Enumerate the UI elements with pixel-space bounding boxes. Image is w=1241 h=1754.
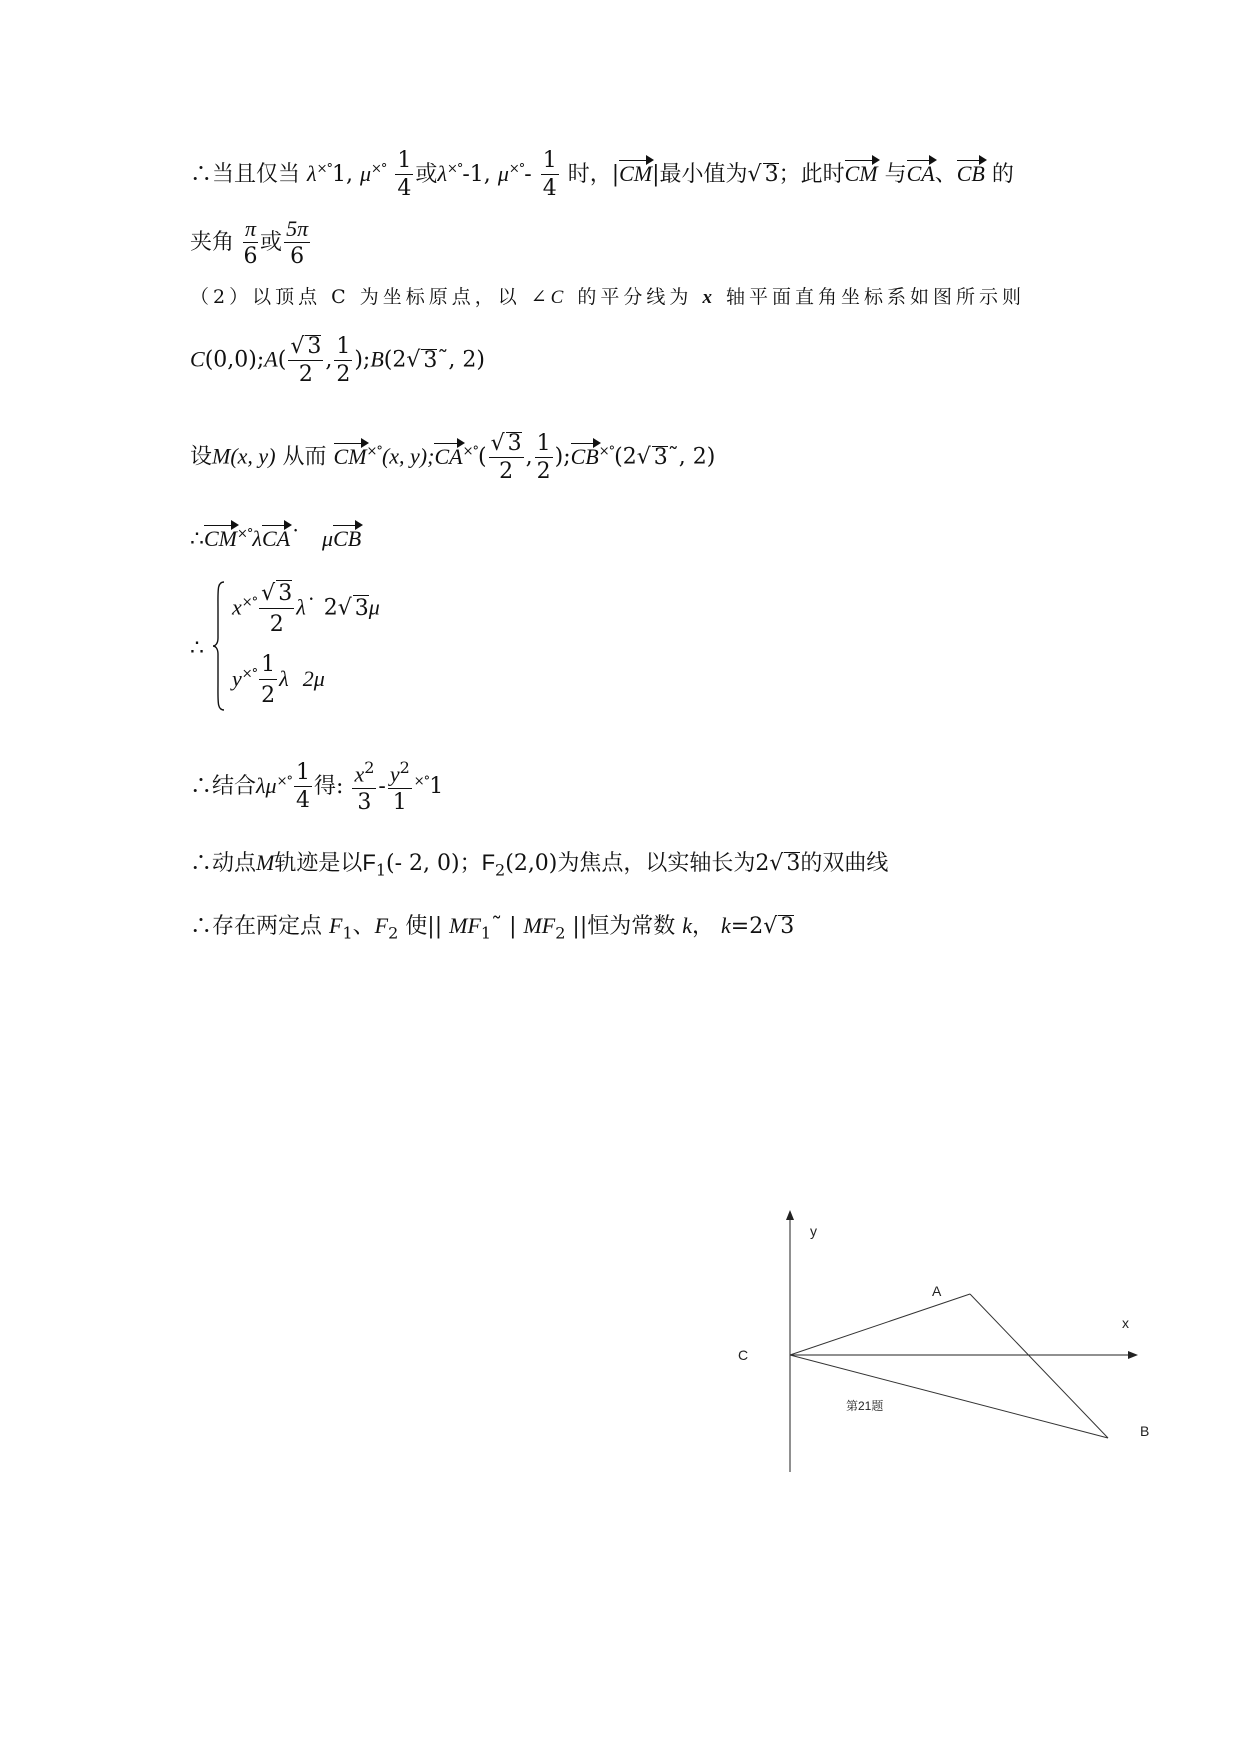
- vector-ca: CA: [906, 161, 935, 186]
- point-b-label: B: [1140, 1423, 1150, 1439]
- x-axis-label: x: [1122, 1315, 1129, 1331]
- solution-line-4: C(0,0);A( $\frac{√ 3}{2}$ , $\frac{1}{2}$ );B(2√ 3˜, 2): [190, 333, 485, 387]
- vector-ca: CA: [261, 526, 291, 551]
- vector-cb: CB: [956, 161, 985, 186]
- solution-line-9: ∴存在两定点 $F_1$、$F_2$ 使|| $MF_1˜$ | $MF_2$ ||恒为常数 k， k=2√ 3: [190, 913, 795, 943]
- fraction: $\frac{1}{2}$: [261, 652, 276, 708]
- vector-cb: CB: [333, 526, 362, 551]
- fraction: $\frac{1}{2}$: [536, 430, 551, 484]
- vector-cm: CM: [333, 443, 367, 469]
- vector-cm: CM: [844, 161, 878, 186]
- fraction: $\frac{√ 3}{2}$: [290, 334, 322, 387]
- solution-line-6: ∴CM×°λCA˙ μCB: [190, 526, 362, 552]
- y-axis-label: y: [810, 1223, 817, 1239]
- fraction: $\frac{1}{4}$: [542, 148, 557, 201]
- segment-cb: [790, 1355, 1108, 1438]
- fraction: $\frac{1}{2}$: [336, 333, 351, 387]
- fraction: $\frac{x^2}{3}$: [354, 758, 375, 816]
- solution-line-2: 夹角 $\frac{\pi}{6}$ 或 $\frac{5\pi}{6}$: [190, 216, 309, 269]
- point-a-label: A: [932, 1283, 942, 1299]
- vector-cm: CM: [204, 526, 237, 551]
- fraction: $\frac{y^2}{1}$: [389, 758, 410, 816]
- solution-line-8: ∴动点M轨迹是以$F_1(-$ 2, 0)；$F_2(2,0)$为焦点，以实轴长为2√ 3的双曲线: [190, 850, 889, 880]
- vector-ca: CA: [434, 443, 463, 469]
- segment-ca: [790, 1294, 970, 1355]
- fraction: $\frac{√ 3}{2}$: [261, 581, 293, 637]
- coordinate-figure: [730, 1210, 1150, 1480]
- solution-line-1: ∴当且仅当 λ×°1, μ×° $\frac{1}{4}$ 或λ×°-1, μ×°- $\frac{1}{4}$ 时，|CM|最小值为√ 3；此时CM 与CA、CB 的: [190, 148, 1014, 201]
- solution-line-3: （2）以顶点 C 为坐标原点，以 ∠C 的平分线为 x 轴平面直角坐标系如图所示则: [190, 286, 1025, 308]
- equation-row-y: y×° $\frac{1}{2}$ λ 2μ: [232, 652, 325, 708]
- fraction: $\frac{5\pi}{6}$: [286, 216, 309, 269]
- fraction: $\frac{√ 3}{2}$: [490, 431, 522, 484]
- segment-ab: [970, 1294, 1108, 1438]
- fraction: $\frac{1}{4}$: [296, 760, 311, 814]
- solution-line-7: ∴结合λμ×° $\frac{1}{4}$ 得: $\frac{x^2}{3}$ - $\frac{y^2}{1}$ ×°1: [190, 758, 444, 816]
- fraction: $\frac{1}{4}$: [397, 148, 412, 201]
- left-brace: [212, 580, 226, 712]
- fraction: $\frac{\pi}{6}$: [243, 216, 258, 269]
- x-axis-arrow: [1128, 1351, 1138, 1359]
- solution-line-5: 设M(x, y) 从而 CM×°(x, y);CA×°( $\frac{√ 3}{2}$ , $\frac{1}{2}$ );CB×°(2√ 3˜, 2): [190, 430, 716, 484]
- vector-cb: CB: [570, 443, 599, 469]
- point-c-label: C: [738, 1347, 749, 1363]
- figure-caption: 第21题: [846, 1399, 884, 1413]
- equation-row-x: x×° $\frac{√ 3}{2}$ λ˙ 2√ 3μ: [232, 581, 380, 637]
- y-axis-arrow: [786, 1210, 794, 1220]
- vector-cm: CM: [619, 161, 653, 186]
